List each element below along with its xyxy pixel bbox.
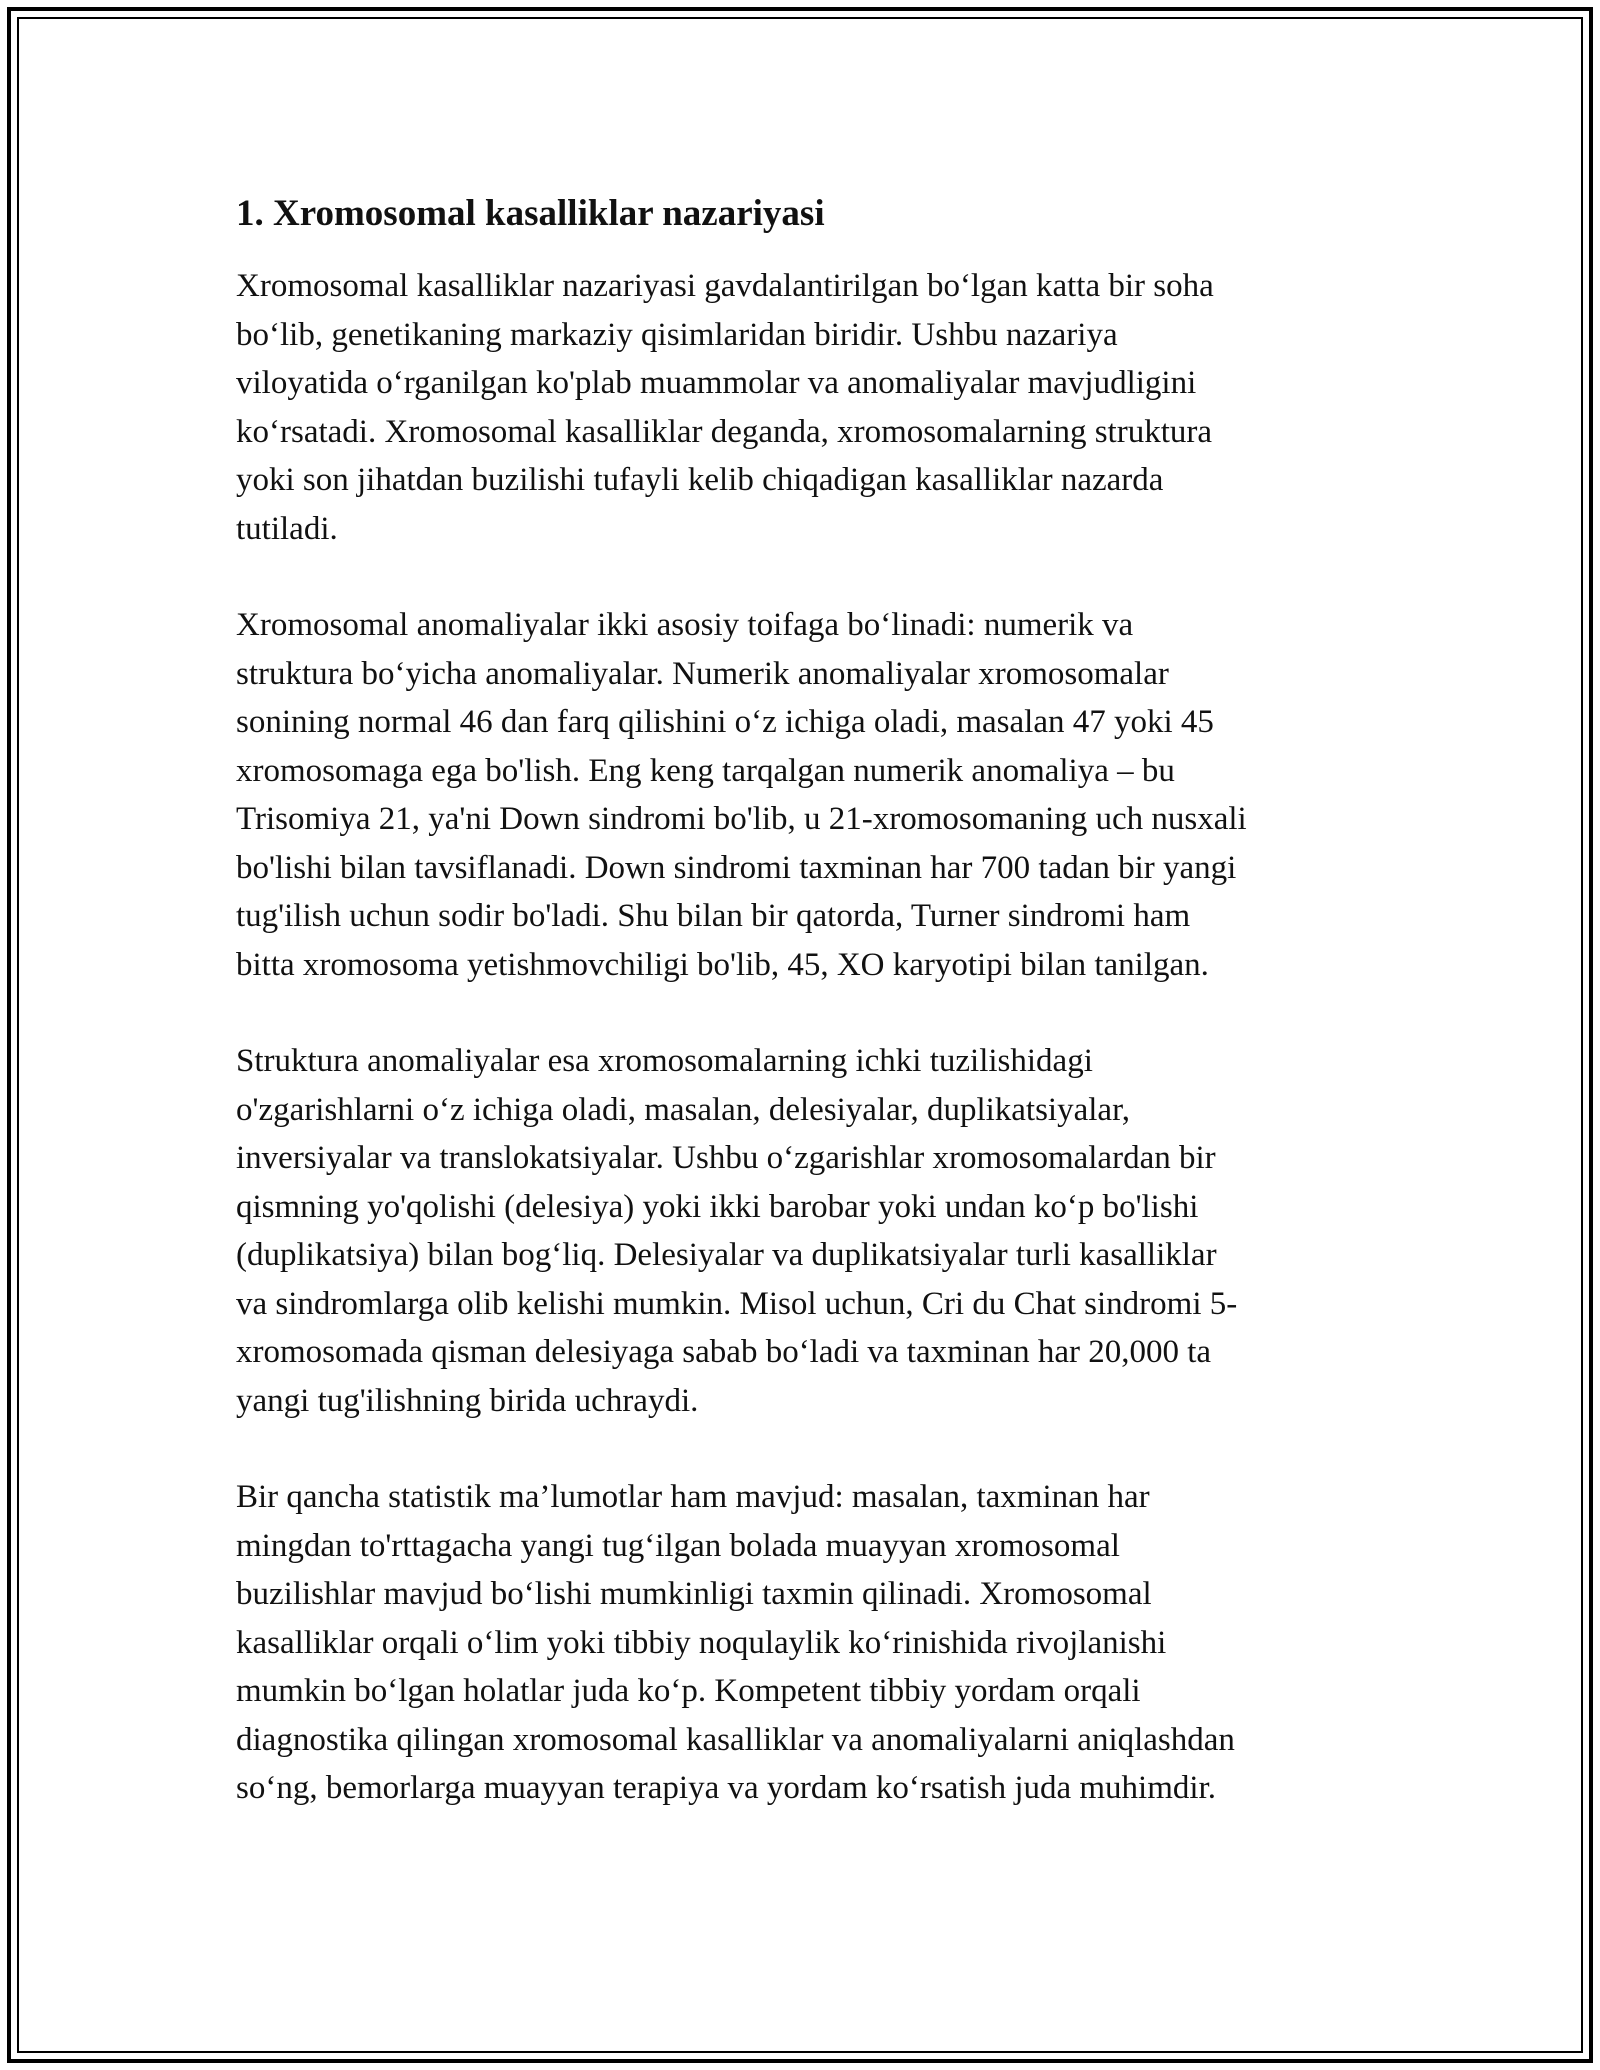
text-line: mumkin boʻlgan holatlar juda koʻp. Kompetent tibbiy yordam orqali [236, 1673, 1141, 1709]
text-line: bo'lishi bilan tavsiflanadi. Down sindromi taxminan har 700 tadan bir yangi [236, 849, 1237, 886]
text-line: mingdan to'rttagacha yangi tugʻilgan bolada muayyan xromosomal [236, 1527, 1120, 1564]
text-line: bitta xromosoma yetishmovchiligi bo'lib, 45, XO karyotipi bilan tanilgan. [236, 946, 1209, 983]
text-line: diagnostika qilingan xromosomal kasalliklar va anomaliyalarni aniqlashdan [236, 1721, 1235, 1758]
text-line: yoki son jihatdan buzilishi tufayli kelib chiqadigan kasalliklar nazarda [236, 462, 1164, 498]
text-line: tug'ilish uchun sodir bo'ladi. Shu bilan bir qatorda, Turner sindromi ham [236, 898, 1191, 934]
text-line: va sindromlarga olib kelishi mumkin. Misol uchun, Cri du Chat sindromi 5- [236, 1285, 1238, 1322]
text-line: Xromosomal kasalliklar nazariyasi gavdalantirilgan boʻlgan katta bir soha [236, 268, 1214, 304]
text-line: koʻrsatadi. Xromosomal kasalliklar deganda, xromosomalarning struktura [236, 413, 1212, 450]
document-body [236, 188, 1366, 1861]
text-line: Xromosomal anomaliyalar ikki asosiy toifaga boʻlinadi: numerik va [236, 607, 1134, 643]
text-line: Struktura anomaliyalar esa xromosomalarning ichki tuzilishidagi [236, 1043, 1093, 1079]
text-line: xromosomaga ega bo'lish. Eng keng tarqalgan numerik anomaliya – bu [236, 752, 1175, 789]
section-heading: 1. Xromosomal kasalliklar nazariyasi [236, 193, 825, 234]
text-line: o'zgarishlarni oʻz ichiga oladi, masalan, delesiyalar, duplikatsiyalar, [236, 1091, 1130, 1128]
text-line: struktura boʻyicha anomaliyalar. Numerik anomaliyalar xromosomalar [236, 655, 1169, 692]
text-line: xromosomada qisman delesiyaga sabab boʻladi va taxminan har 20,000 ta [236, 1334, 1212, 1370]
paragraph-2 [236, 601, 1366, 989]
text-line: boʻlib, genetikaning markaziy qisimlaridan biridir. Ushbu nazariya [236, 316, 1118, 353]
paragraph-4 [236, 1473, 1366, 1813]
text-line: (duplikatsiya) bilan bogʻliq. Delesiyalar va duplikatsiyalar turli kasalliklar [236, 1237, 1217, 1273]
text-line: tutiladi. [236, 510, 338, 547]
text-line: yangi tug'ilishning birida uchraydi. [236, 1382, 699, 1419]
text-line: sonining normal 46 dan farq qilishini oʻz ichiga oladi, masalan 47 yoki 45 [236, 704, 1214, 740]
text-line: qismning yo'qolishi (delesiya) yoki ikki barobar yoki undan koʻp bo'lishi [236, 1188, 1199, 1225]
paragraph-3 [236, 1037, 1366, 1425]
text-line: inversiyalar va translokatsiyalar. Ushbu oʻzgarishlar xromosomalardan bir [236, 1140, 1216, 1176]
text-line: Bir qancha statistik ma’lumotlar ham mavjud: masalan, taxminan har [236, 1479, 1150, 1515]
text-line: viloyatida oʻrganilgan ko'plab muammolar va anomaliyalar mavjudligini [236, 365, 1197, 401]
paragraph-1 [236, 262, 1366, 553]
text-line: soʻng, bemorlarga muayyan terapiya va yordam koʻrsatish juda muhimdir. [236, 1770, 1216, 1806]
text-line: kasalliklar orqali oʻlim yoki tibbiy noqulaylik koʻrinishida rivojlanishi [236, 1624, 1167, 1661]
text-line: Trisomiya 21, ya'ni Down sindromi bo'lib, u 21-xromosomaning uch nusxali [236, 801, 1247, 837]
text-line: buzilishlar mavjud boʻlishi mumkinligi taxmin qilinadi. Xromosomal [236, 1576, 1152, 1612]
